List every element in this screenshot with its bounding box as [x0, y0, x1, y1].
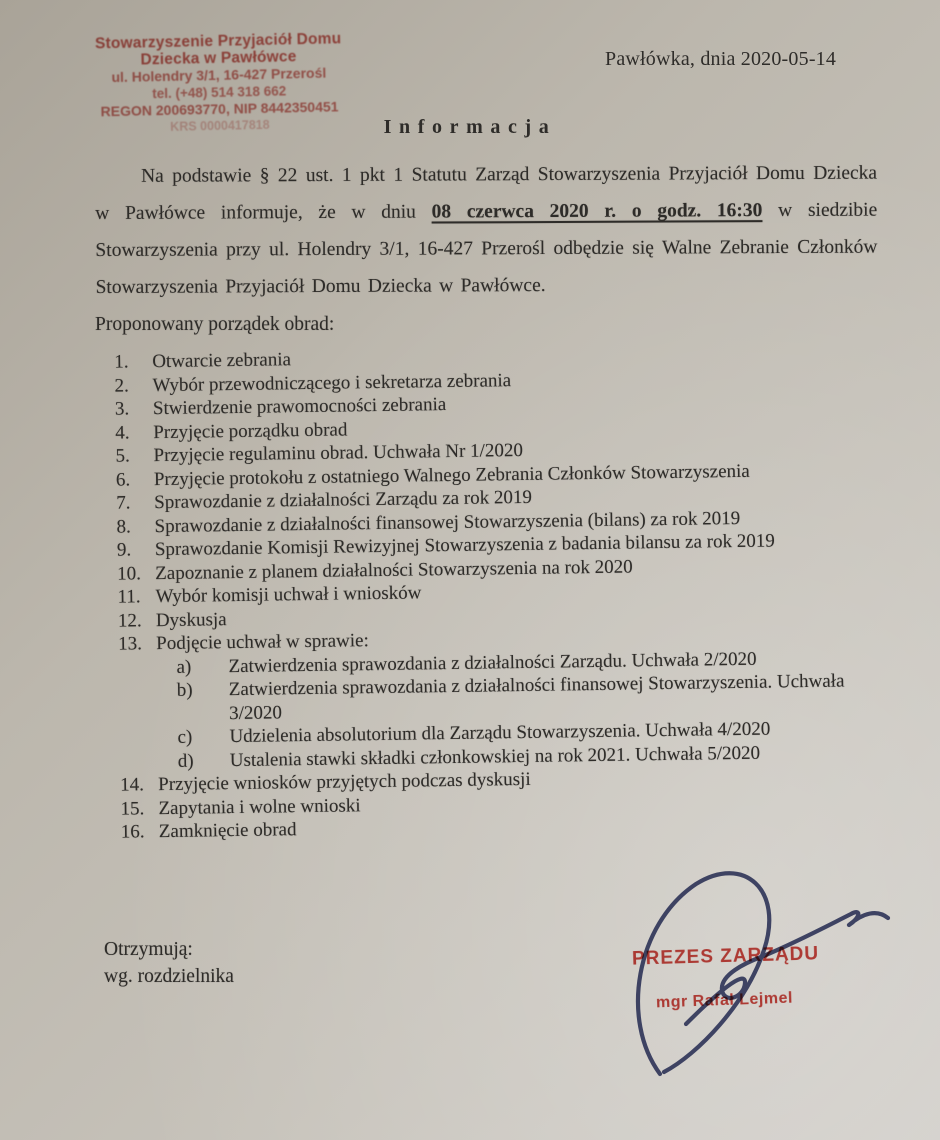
- agenda-subitem-text: Udzielenia absolutorium dla Zarządu Stowarzyszenia. Uchwała 4/2020: [229, 718, 771, 748]
- agenda-item-number: 3.: [114, 398, 130, 420]
- agenda-item-number: 15.: [120, 797, 145, 820]
- agenda-item-number: 10.: [117, 562, 142, 585]
- org-stamp-name-line2: Dziecka w Pawłówce: [140, 48, 297, 69]
- agenda-item-text: Przyjęcie regulaminu obrad. Uchwała Nr 1/2020: [153, 439, 524, 467]
- agenda-item-number: 11.: [117, 586, 141, 608]
- agenda-item-text: Sprawozdanie Komisji Rewizyjnej Stowarzyszenia z badania bilansu za rok 2019: [154, 530, 775, 561]
- agenda-item-number: 4.: [115, 421, 130, 444]
- agenda-subitem-text: Zatwierdzenia sprawozdania z działalności finansowej Stowarzyszenia. Uchwała 3/2020: [228, 670, 845, 724]
- agenda-item-number: 7.: [116, 492, 131, 514]
- agenda-item-number: 6.: [115, 468, 131, 491]
- agenda-item-text: Zapytania i wolne wnioski: [158, 794, 361, 819]
- agenda-item-text: Sprawozdanie z działalności Zarządu za rok 2019: [154, 486, 533, 514]
- agenda-item-number: 9.: [116, 539, 132, 561]
- agenda-item-text: Sprawozdanie z działalności finansowej Stowarzyszenia (bilans) za rok 2019: [154, 507, 741, 537]
- agenda-item-number: 16.: [120, 821, 145, 843]
- agenda-item-text: Przyjęcie wniosków przyjętych podczas dyskusji: [158, 768, 531, 796]
- handwritten-signature: [598, 862, 898, 1092]
- agenda-item-number: 1.: [114, 351, 129, 373]
- agenda-subitem-letter: c): [177, 726, 193, 748]
- intro-paragraph: [95, 155, 878, 306]
- date-line: Pawłówka, dnia 2020-05-14: [605, 48, 837, 70]
- agenda-item-number: 5.: [115, 445, 130, 467]
- agenda-item-text: Wybór przewodniczącego i sekretarza zebrania: [152, 369, 512, 396]
- agenda-item-number: 12.: [117, 609, 142, 632]
- intro-text-end: w siedzibie Stowarzyszenia przy ul. Holendry 3/1, 16-427 Przerośl odbędzie się Walne Zebranie Członków Stowarzyszenia Przyjaciół Domu Dziecka w Pawłówce.: [95, 199, 878, 298]
- president-stamp-role: PREZES ZARZĄDU: [631, 943, 820, 970]
- agenda-item-text: Wybór komisji uchwał i wniosków: [155, 582, 422, 608]
- agenda-subitem-text: Zatwierdzenia sprawozdania z działalności Zarządu. Uchwała 2/2020: [228, 648, 757, 677]
- document-body: [95, 158, 877, 845]
- org-stamp-regon-nip: REGON 200693770, NIP 8442350451: [100, 98, 339, 120]
- agenda-heading: Proponowany porządek obrad:: [95, 314, 335, 335]
- agenda-subitem-letter: a): [176, 656, 192, 678]
- org-stamp-phone: tel. (+48) 514 318 662: [152, 83, 287, 102]
- org-stamp-krs: KRS 0000417818: [170, 117, 270, 134]
- agenda-item-text: Zapoznanie z planem działalności Stowarzyszenia na rok 2020: [155, 555, 633, 584]
- agenda-item-text: Stwierdzenie prawomocności zebrania: [152, 394, 447, 420]
- agenda-item-number: 13.: [118, 633, 143, 655]
- agenda-item-text: Przyjęcie porządku obrad: [153, 418, 348, 443]
- agenda-item-number: 14.: [120, 774, 145, 796]
- agenda-item-number: 8.: [116, 515, 131, 538]
- intro-text-start: Na podstawie § 22 ust. 1 pkt 1 Statutu Zarząd Stowarzyszenia Przyjaciół Domu Dziecka w Pawłówce informuje, że w dniu: [95, 162, 878, 224]
- distribution-note: [104, 936, 234, 990]
- agenda-subitem-letter: b): [176, 679, 193, 701]
- agenda-subitem-text: Ustalenia stawki składki członkowskiej na rok 2021. Uchwała 5/2020: [229, 742, 761, 771]
- agenda-item-text: Otwarcie zebrania: [152, 349, 292, 373]
- document-title: Informacja: [383, 116, 557, 138]
- agenda-item-text: Dyskusja: [155, 608, 227, 631]
- agenda-item-text: Podjęcie uchwał w sprawie:: [156, 630, 369, 655]
- president-stamp-name: mgr Rafał Lejmel: [655, 989, 794, 1012]
- org-stamp-name-line1: Stowarzyszenie Przyjaciół Domu: [94, 30, 342, 53]
- agenda-subitem-letter: d): [177, 750, 194, 772]
- org-stamp-address: ul. Holendry 3/1, 16-427 Przerośl: [111, 64, 327, 86]
- meeting-datetime: 08 czerwca 2020 r. o godz. 16:30: [431, 200, 763, 223]
- recipients-value: wg. rozdzielnika: [104, 966, 234, 987]
- recipients-label: Otrzymują:: [104, 939, 193, 960]
- agenda-list: [88, 340, 877, 844]
- agenda-item-text: Przyjęcie protokołu z ostatniego Walnego Zebrania Członków Stowarzyszenia: [153, 460, 750, 490]
- agenda-item-number: 2.: [114, 374, 129, 397]
- agenda-item-text: Zamknięcie obrad: [158, 819, 297, 843]
